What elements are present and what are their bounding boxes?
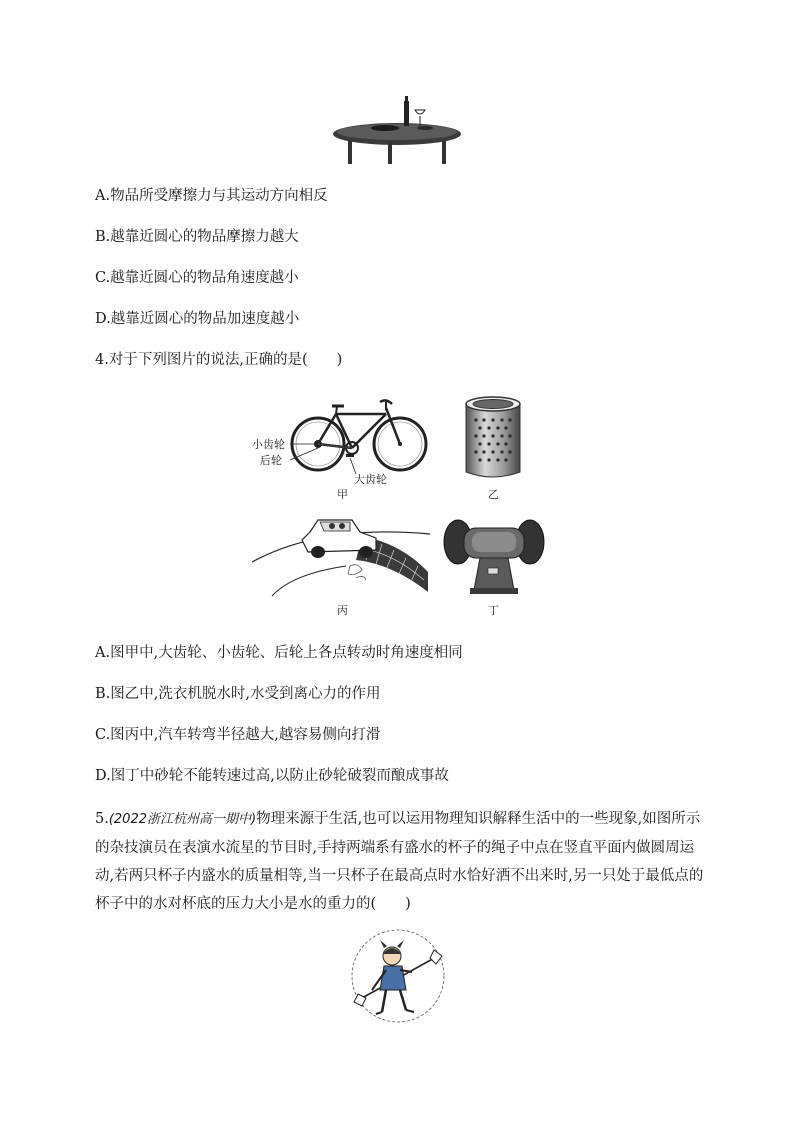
q3-option-c: C.越靠近圆心的物品角速度越小 <box>95 270 299 286</box>
q3-option-a: A.物品所受摩擦力与其运动方向相反 <box>95 188 328 204</box>
small-gear-label: 小齿轮 <box>252 438 285 451</box>
q3-option-b: B.越靠近圆心的物品摩擦力越大 <box>95 229 299 245</box>
label-leader-lines <box>280 440 370 480</box>
q3-option-d: D.越靠近圆心的物品加速度越小 <box>95 311 300 327</box>
q5-text <box>95 805 705 918</box>
bench-grinder-figure <box>442 512 546 598</box>
q5-number: 5. <box>95 811 109 827</box>
q4-option-d: D.图丁中砂轮不能转速过高,以防止砂轮破裂而酿成事故 <box>95 768 449 784</box>
q5-source: (2022浙江杭州高一期中) <box>108 812 257 827</box>
water-meteor-figure <box>350 928 446 1024</box>
big-gear-label: 大齿轮 <box>354 473 387 486</box>
figure-bing-label: 丙 <box>337 604 348 617</box>
round-table-figure <box>330 96 465 166</box>
figure-jia-label: 甲 <box>337 488 348 501</box>
q4-option-b: B.图乙中,洗衣机脱水时,水受到离心力的作用 <box>95 686 381 702</box>
q4-option-c: C.图丙中,汽车转弯半径越大,越容易侧向打滑 <box>95 727 381 743</box>
car-curve-figure <box>252 514 430 596</box>
q4-stem: 4.对于下列图片的说法,正确的是( ) <box>95 352 343 368</box>
rear-wheel-label: 后轮 <box>260 454 282 467</box>
q5-stem: 物理来源于生活,也可以运用物理知识解释生活中的一些现象,如图所示的杂技演员在表演水流星的节目时,手持两端系有盛水的杯子的绳子中点在竖直平面内做圆周运动,若两只杯子内盛水的质量相等,当一只杯子在最高点时水恰好洒不出来时,另一只处于最低点的杯子中的水对杯底的压力大小是水的重力的( ) <box>95 811 704 912</box>
figure-yi-label: 乙 <box>488 488 499 501</box>
q4-option-a: A.图甲中,大齿轮、小齿轮、后轮上各点转动时角速度相同 <box>95 645 463 661</box>
figure-ding-label: 丁 <box>488 604 499 617</box>
washing-drum-figure <box>462 394 524 482</box>
